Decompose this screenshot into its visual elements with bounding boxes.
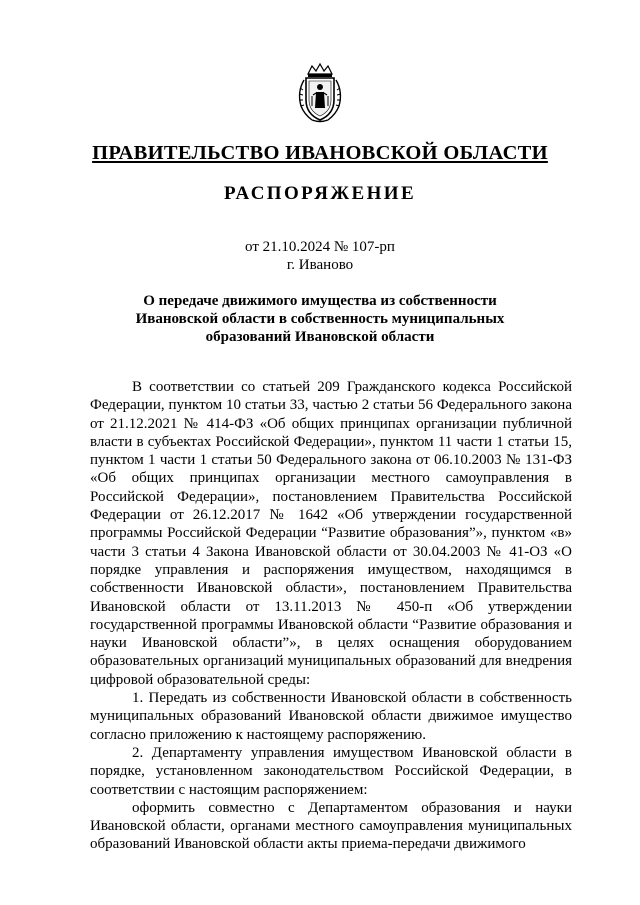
body-paragraph-subitem: оформить совместно с Департаментом образования и науки Ивановской области, органами местного самоуправления муниципальных образований Ивановской области акты приема-передачи движимого xyxy=(90,799,572,853)
body-paragraph-item-1: 1. Передать из собственности Ивановской области в собственность муниципальных образований Ивановской области движимое имущество согласно приложению к настоящему распоряжению. xyxy=(90,690,572,743)
document-place: г. Иваново xyxy=(286,257,354,273)
document-subject xyxy=(100,292,540,346)
document-type: РАСПОРЯЖЕНИЕ xyxy=(223,183,417,204)
body-paragraph-preamble: В соответствии со статьей 209 Гражданского кодекса Российской Федерации, пунктом 10 статьи 33, частью 2 статьи 56 Федерального закона от 21.12.2021 № 414-ФЗ «Об общих принципах организации публичной власти в субъектах Российской Федерации», пунктом 11 части 1 статьи 15, пунктом 1 части 1 статьи 50 Федерального закона от 06.10.2003 № 131-ФЗ «Об общих принципах организации местного самоуправления в Российской Федерации», постановлением Правительства Российской Федерации от 26.12.2017 № 1642 «Об утверждении государственной программы Российской Федерации “Развитие образования”», пунктом «в» части 3 статьи 4 Закона Ивановской области от 30.04.2003 № 41-ОЗ «О порядке управления и распоряжения имуществом, находящимся в собственности Ивановской области», постановлением Правительства Ивановской области от 13.11.2013 № 450-п «Об утверждении государственной программы Ивановской области “Развитие образования и науки Ивановской области”», в целях оснащения оборудованием образовательных организаций муниципальных образований для внедрения цифровой образовательной среды: xyxy=(90,379,572,688)
subject-line: образований Ивановской области xyxy=(205,329,435,345)
document-date-number: от 21.10.2024 № 107-рп xyxy=(245,239,395,255)
government-title: ПРАВИТЕЛЬСТВО ИВАНОВСКОЙ ОБЛАСТИ xyxy=(92,142,548,164)
subject-line: Ивановской области в собственность муниципальных xyxy=(135,311,505,327)
coat-of-arms-emblem xyxy=(294,62,346,124)
subject-line: О передаче движимого имущества из собственности xyxy=(143,293,497,309)
document-body xyxy=(90,378,572,854)
body-paragraph-item-2: 2. Департаменту управления имуществом Ивановской области в порядке, установленном законодательством Российской Федерации, в соответствии с настоящим распоряжением: xyxy=(90,744,572,798)
